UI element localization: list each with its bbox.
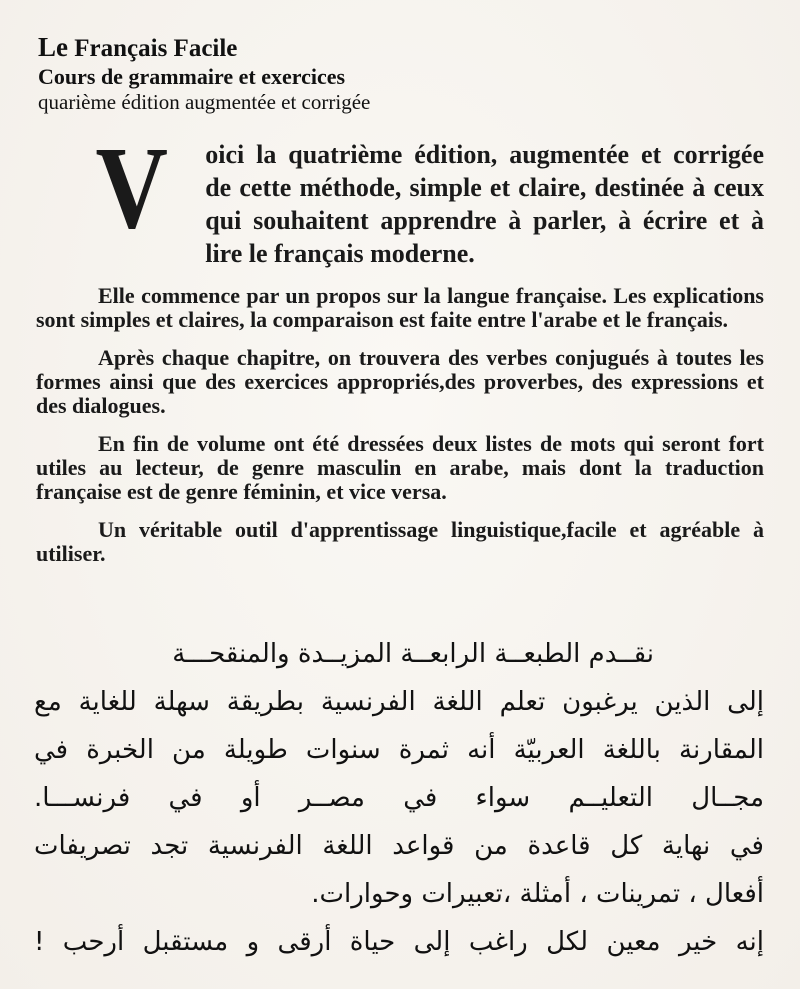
arabic-line: المقارنة باللغة العربيّة أنه ثمرة سنوات طويلة من الخبرة في — [34, 735, 764, 765]
arabic-line: نقــدم الطبعــة الرابعــة المزيــدة والمنقحـــة — [172, 639, 654, 669]
paragraph-word-lists: En fin de volume ont été dressées deux listes de mots qui seront fort utiles au lecteur, de genre masculin en arabe, mais dont la traduction française est de genre féminin, et vice versa. — [36, 431, 764, 504]
paragraph-chapters: Après chaque chapitre, on trouvera des verbes conjugués à toutes les formes ainsi que des exercices appropriés,des proverbes, des expressions et des dialogues. — [36, 345, 764, 418]
book-subtitle: Cours de grammaire et exercices — [38, 64, 346, 89]
arabic-line: إنه خير معين لكل راغب إلى حياة أرقى و مستقبل أرحب ! — [34, 927, 764, 957]
french-description — [36, 122, 764, 566]
drop-cap: V — [95, 122, 168, 253]
arabic-line: مجــال التعليــم سواء في مصــر أو في فرنســـا. — [34, 783, 764, 813]
arabic-line: أفعال ، تمرينات ، أمثلة ،تعبيرات وحوارات. — [311, 879, 764, 909]
arabic-line: إلى الذين يرغبون تعلم اللغة الفرنسية بطريقة سهلة للغاية مع — [34, 687, 764, 717]
book-title — [38, 32, 758, 64]
paragraph-intro: Elle commence par un propos sur la langue française. Les explications sont simples et claires, la comparaison est faite entre l'arabe et le français. — [36, 283, 764, 332]
edition-note: quarième édition augmentée et corrigée — [38, 90, 371, 114]
book-title-main: Français Facile — [74, 35, 238, 62]
arabic-line: في نهاية كل قاعدة من قواعد اللغة الفرنسية تجد تصريفات — [34, 831, 764, 861]
book-header — [38, 32, 758, 114]
paragraph-conclusion: Un véritable outil d'apprentissage linguistique,facile et agréable à utiliser. — [36, 517, 764, 566]
book-title-article: Le — [38, 32, 68, 62]
lead-text: oici la quatrième édition, augmentée et corrigée de cette méthode, simple et claire, destinée à ceux qui souhaitent apprendre à parler, à écrire et à lire le français moderne. — [205, 140, 764, 268]
arabic-description — [34, 630, 764, 966]
lead-paragraph — [36, 122, 764, 270]
